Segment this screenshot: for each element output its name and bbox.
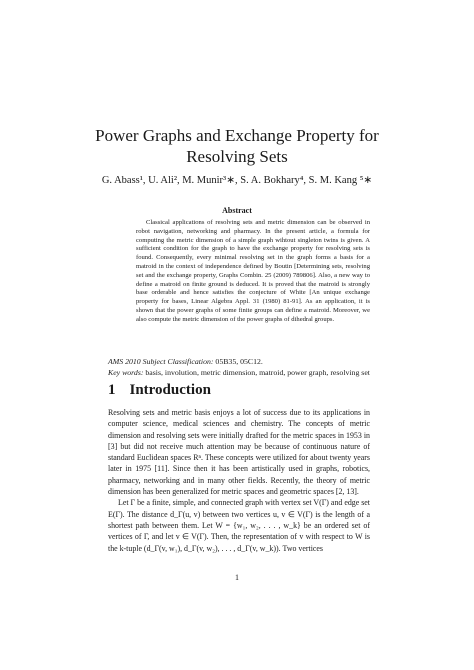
section-title: Introduction bbox=[129, 382, 211, 398]
ams-label: AMS 2010 Subject Classification: bbox=[108, 357, 214, 366]
section-number: 1 bbox=[108, 382, 116, 398]
title-line-2: Resolving Sets bbox=[186, 147, 288, 166]
abstract-heading: Abstract bbox=[222, 206, 252, 215]
ams-classification bbox=[108, 357, 384, 368]
paper-metadata bbox=[108, 357, 384, 378]
paragraph-2: Let Γ be a finite, simple, and connected graph with vertex set V(Γ) and edge set E(Γ). The distance d_Γ(u, v) between two vertices u, v ∈ V(Γ) is the length of a shortest path between them. Let W = {w₁, w₂, . . . , w_k} be an ordered set of vertices of Γ, and let v ∈ V(Γ). Then, the representation of v with respect to W is the k-tuple (d_Γ(v, w₁), d_Γ(v, w₂), . . . , d_Γ(v, w_k)). Two vertices bbox=[108, 498, 370, 553]
abstract-text: Classical applications of resolving sets and metric dimension can be observed in robot navigation, networking and pharmacy. In the present article, a formula for computing the metric dimension of a simple graph wihtout singleton twins is given. A sufficient condition for the graph to have the exchange property for resolving sets is found. Consequently, every minimal resolving set in the graph forms a basis for a matroid in the context of independence defined by Boutin [Determining sets, resolving set and the exchange property, Graphs Combin. 25 (2009) 789806]. Also, a new way to define a matroid on finite ground is deduced. It is proved that the matroid is strongly base orderable and hence satisfies the conjecture of White [An unique exchange property for bases, Linear Algebra Appl. 31 (1980) 81-91]. As an application, it is shown that the power graphs of some finite groups can define a matroid. Moreover, we also compute the metric dimension of the power graphs of dihedral groups. bbox=[136, 219, 370, 323]
paper-title bbox=[0, 125, 474, 167]
author-list: G. Abass¹, U. Ali², M. Munir³∗, S. A. Bokhary⁴, S. M. Kang ⁵∗ bbox=[101, 175, 373, 186]
section-heading bbox=[108, 382, 225, 399]
keywords bbox=[108, 368, 384, 379]
keywords-label: Key words: bbox=[108, 367, 144, 377]
section-body bbox=[108, 407, 370, 554]
title-line-1: Power Graphs and Exchange Property for bbox=[95, 126, 379, 145]
keywords-value: basis, involution, metric dimension, matroid, power graph, resolving set bbox=[145, 367, 370, 377]
paragraph-1: Resolving sets and metric basis enjoys a lot of success due to its applications in computer science, medical sciences and chemistry. The concepts of metric dimension and resolving sets were initially drafted for the metric spaces in 1953 in [3] but did not receive much attention may be because of continuous nature of standard Euclidean spaces Rⁿ. These concepts were utilized for about twenty years later in 1975 [11]. Since then it has been artistically used in graphs, robotics, pharmacy, networking and in many other fields. Recently, the theory of metric dimension has been generalized for metric spaces and geometric spaces [2, 13]. bbox=[108, 408, 370, 497]
page-number: 1 bbox=[235, 573, 239, 582]
ams-value: 05B35, 05C12. bbox=[215, 357, 263, 366]
